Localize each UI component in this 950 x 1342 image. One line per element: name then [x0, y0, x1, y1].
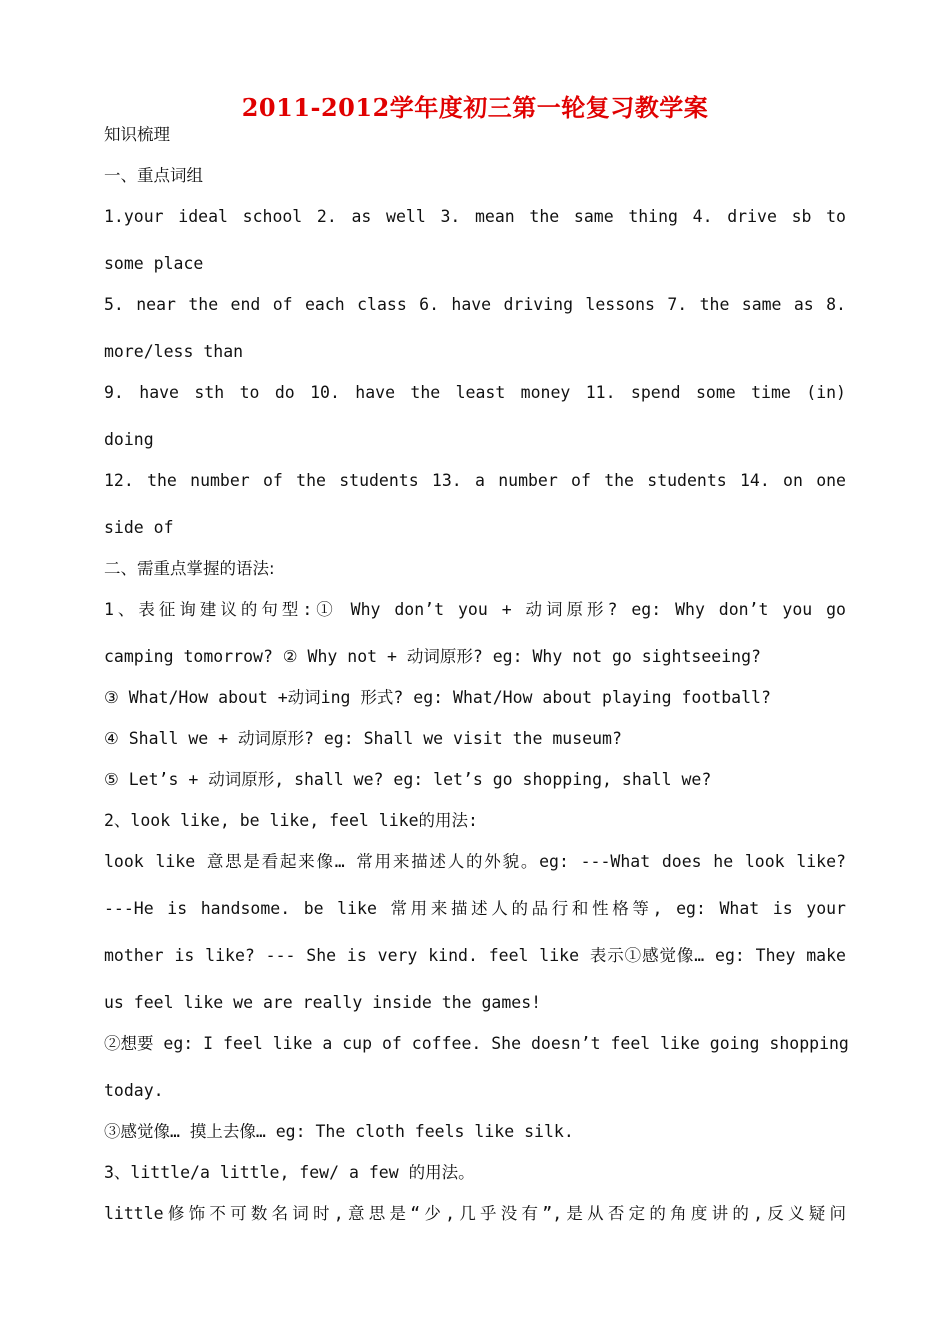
section-label: 知识梳理 — [104, 125, 170, 144]
grammar-line: ⑤ Let’s + 动词原形, shall we? eg: let’s go shopping, shall we? — [104, 770, 712, 789]
grammar-line: 2、look like, be like, feel like的用法: — [104, 811, 478, 830]
grammar-line: look like 意思是看起来像… 常用来描述人的外貌。eg: ---What does he look like? — [104, 852, 846, 871]
phrase-line: some place — [104, 254, 204, 273]
grammar-line: today. — [104, 1081, 164, 1100]
phrase-line: 5. near the end of each class 6. have driving lessons 7. the same as 8. — [104, 295, 846, 314]
grammar-line: ---He is handsome. be like 常用来描述人的品行和性格等, eg: What is your — [104, 899, 846, 918]
grammar-line: camping tomorrow? ② Why not + 动词原形? eg: Why not go sightseeing? — [104, 647, 761, 666]
grammar-line: ④ Shall we + 动词原形? eg: Shall we visit the museum? — [104, 729, 622, 748]
grammar-line: us feel like we are really inside the games! — [104, 993, 542, 1012]
grammar-line: 3、little/a little, few/ a few 的用法。 — [104, 1163, 475, 1182]
page-title: 2011-2012学年度初三第一轮复习教学案 — [241, 93, 709, 122]
phrase-line: doing — [104, 430, 154, 449]
grammar-line: 1、表征询建议的句型:① Why don’t you + 动词原形? eg: Why don’t you go — [104, 600, 846, 619]
phrase-line: 9. have sth to do 10. have the least money 11. spend some time (in) — [104, 383, 846, 402]
phrase-line: more/less than — [104, 342, 244, 361]
grammar-line: little修饰不可数名词时,意思是“少,几乎没有”,是从否定的角度讲的,反义疑问 — [104, 1204, 846, 1223]
phrase-line: 12. the number of the students 13. a number of the students 14. on one — [104, 471, 846, 490]
heading-key-phrases: 一、重点词组 — [104, 166, 203, 185]
heading-grammar: 二、需重点掌握的语法: — [104, 559, 275, 578]
phrase-line: 1.your ideal school 2. as well 3. mean the same thing 4. drive sb to — [104, 207, 846, 226]
phrase-line: side of — [104, 518, 174, 537]
grammar-line: ②想要 eg: I feel like a cup of coffee. She doesn’t feel like going shopping — [104, 1034, 849, 1053]
grammar-line: ③ What/How about +动词ing 形式? eg: What/How about playing football? — [104, 688, 771, 707]
grammar-line: mother is like? --- She is very kind. feel like 表示①感觉像… eg: They make — [104, 946, 846, 965]
grammar-line: ③感觉像… 摸上去像… eg: The cloth feels like silk. — [104, 1122, 574, 1141]
